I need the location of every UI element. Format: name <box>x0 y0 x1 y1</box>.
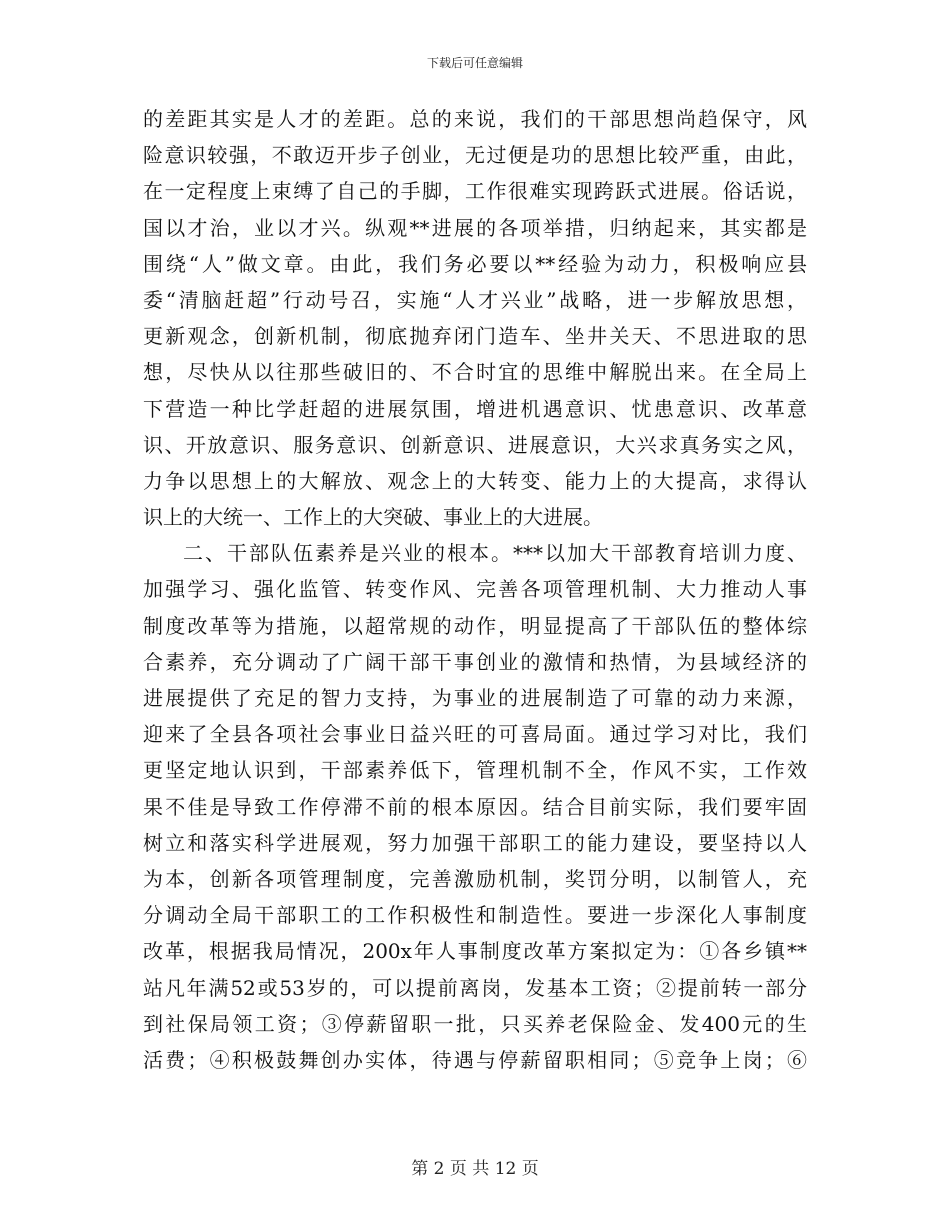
text-line: 活费；④积极鼓舞创办实体，待遇与停薪留职相同；⑤竞争上岗；⑥ <box>143 1047 807 1072</box>
text-line: 识、开放意识、服务意识、创新意识、进展意识，大兴求真务实之风， <box>143 432 807 457</box>
text-line: 更新观念，创新机制，彻底抛弃闭门造车、坐井关天、不思进取的思 <box>143 324 807 349</box>
document-body <box>143 101 807 1078</box>
paragraph-1 <box>143 101 807 535</box>
text-line: 围绕“人”做文章。由此，我们务必要以**经验为动力，积极响应县 <box>143 251 807 276</box>
text-line: 的差距其实是人才的差距。总的来说，我们的干部思想尚趋保守，风 <box>143 107 807 131</box>
text-line: 果不佳是导致工作停滞不前的根本原因。结合目前实际，我们要牢固 <box>143 794 807 819</box>
text-line: 想，尽快从以往那些破旧的、不合时宜的思维中解脱出来。在全局上 <box>143 360 807 385</box>
text-line: 险意识较强，不敢迈开步子创业，无过便是功的思想比较严重，由此， <box>143 143 807 168</box>
text-line: 下营造一种比学赶超的进展氛围，增进机遇意识、忧患意识、改革意 <box>143 396 807 421</box>
paragraph-2 <box>143 535 807 1078</box>
text-line: 改革，根据我局情况，200x年人事制度改革方案拟定为：①各乡镇** <box>143 939 807 964</box>
text-line: 国以才治，业以才兴。纵观**进展的各项举措，归纳起来，其实都是 <box>143 215 807 240</box>
text-line: 进展提供了充足的智力支持，为事业的进展制造了可靠的动力来源， <box>143 686 807 710</box>
text-line: 二、干部队伍素养是兴业的根本。***以加大干部教育培训力度、 <box>183 541 807 566</box>
text-line: 合素养，充分调动了广阔干部干事创业的激情和热情，为县域经济的 <box>143 649 807 674</box>
text-line: 为本，创新各项管理制度，完善激励机制，奖罚分明，以制管人，充 <box>143 866 807 891</box>
text-line: 分调动全局干部职工的工作积极性和制造性。要进一步深化人事制度 <box>143 903 807 928</box>
text-line: 更坚定地认识到，干部素养低下，管理机制不全，作风不实，工作效 <box>143 758 807 783</box>
page-number-footer: 第 2 页 共 12 页 <box>411 1159 539 1179</box>
text-line: 到社保局领工资；③停薪留职一批，只买养老保险金、发400元的生 <box>143 1011 807 1036</box>
text-line: 站凡年满52或53岁的，可以提前离岗，发基本工资；②提前转一部分 <box>143 975 807 1000</box>
text-line: 在一定程度上束缚了自己的手脚，工作很难实现跨跃式进展。俗话说， <box>143 179 807 204</box>
text-line: 制度改革等为措施，以超常规的动作，明显提高了干部队伍的整体综 <box>143 613 807 638</box>
text-line: 树立和落实科学进展观，努力加强干部职工的能力建设，要坚持以人 <box>143 830 807 855</box>
page-header: 下载后可任意编辑 <box>426 56 523 70</box>
text-line: 力争以思想上的大解放、观念上的大转变、能力上的大提高，求得认 <box>143 468 807 493</box>
text-line: 加强学习、强化监管、转变作风、完善各项管理机制、大力推动人事 <box>143 577 807 602</box>
text-line: 迎来了全县各项社会事业日益兴旺的可喜局面。通过学习对比，我们 <box>143 722 807 747</box>
text-line: 委“清脑赶超”行动号召，实施“人才兴业”战略，进一步解放思想， <box>143 287 807 312</box>
text-line: 识上的大统一、工作上的大突破、事业上的大进展。 <box>143 505 603 530</box>
